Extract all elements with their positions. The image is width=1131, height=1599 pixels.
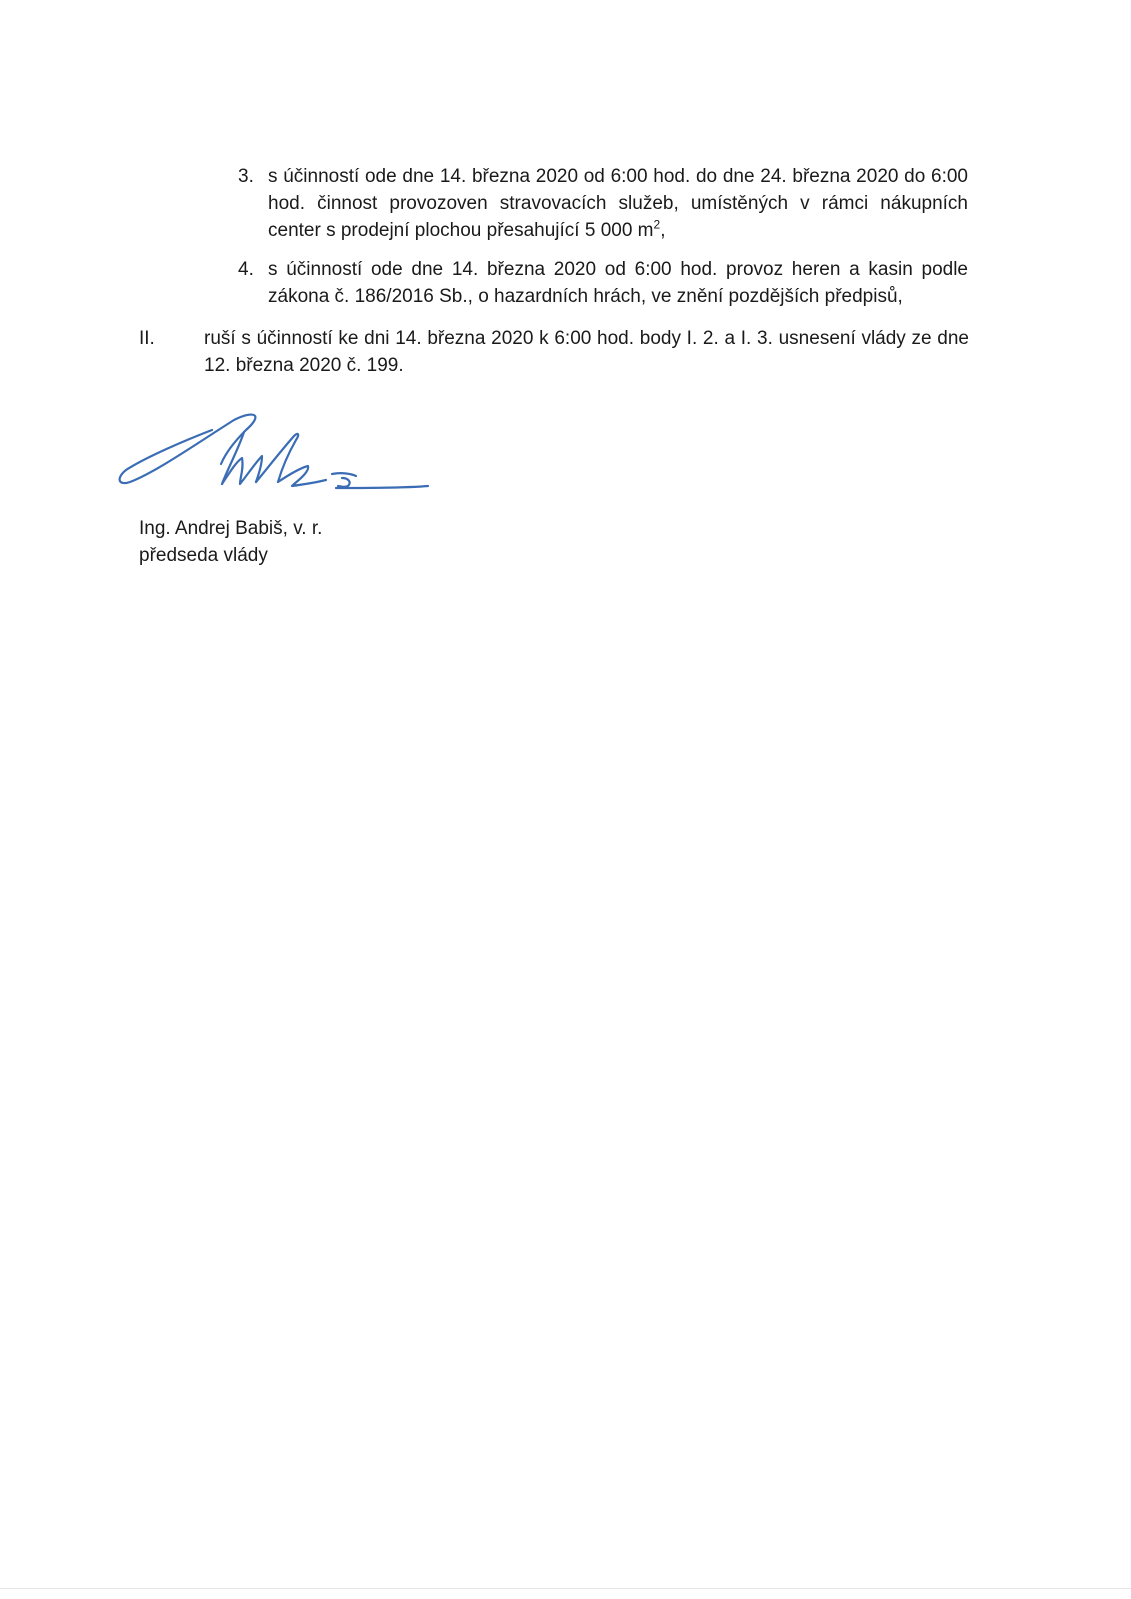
- item-text-end: ,: [660, 220, 666, 241]
- signer-name: Ing. Andrej Babiš, v. r.: [139, 518, 323, 539]
- item-number: 3.: [238, 166, 254, 187]
- handwritten-signature: [116, 412, 446, 507]
- superscript: 2: [653, 217, 661, 232]
- section-text: ruší s účinností ke dni 14. března 2020 k 6:00 hod. body I. 2. a I. 3. usnesení vlády ze dne 12. března 2020 č. 199.: [204, 328, 969, 376]
- signer-block: [139, 515, 322, 569]
- page-edge-divider: [0, 1588, 1131, 1589]
- item-text: s účinností ode dne 14. března 2020 od 6:00 hod. provoz heren a kasin podle zákona č. 186/2016 Sb., o hazardních hrách, ve znění pozdějších předpisů,: [268, 259, 968, 307]
- signer-title: předseda vlády: [139, 545, 268, 566]
- section-number: II.: [139, 328, 155, 349]
- item-text-main: s účinností ode dne 14. března 2020 od 6:00 hod. do dne 24. března 2020 do 6:00 hod. činnost provozoven stravovacích služeb, umístěných v rámci nákupních center s prodejní plochou přesahující 5 000 m: [268, 166, 968, 241]
- item-text: [268, 163, 968, 244]
- item-number: 4.: [238, 259, 254, 280]
